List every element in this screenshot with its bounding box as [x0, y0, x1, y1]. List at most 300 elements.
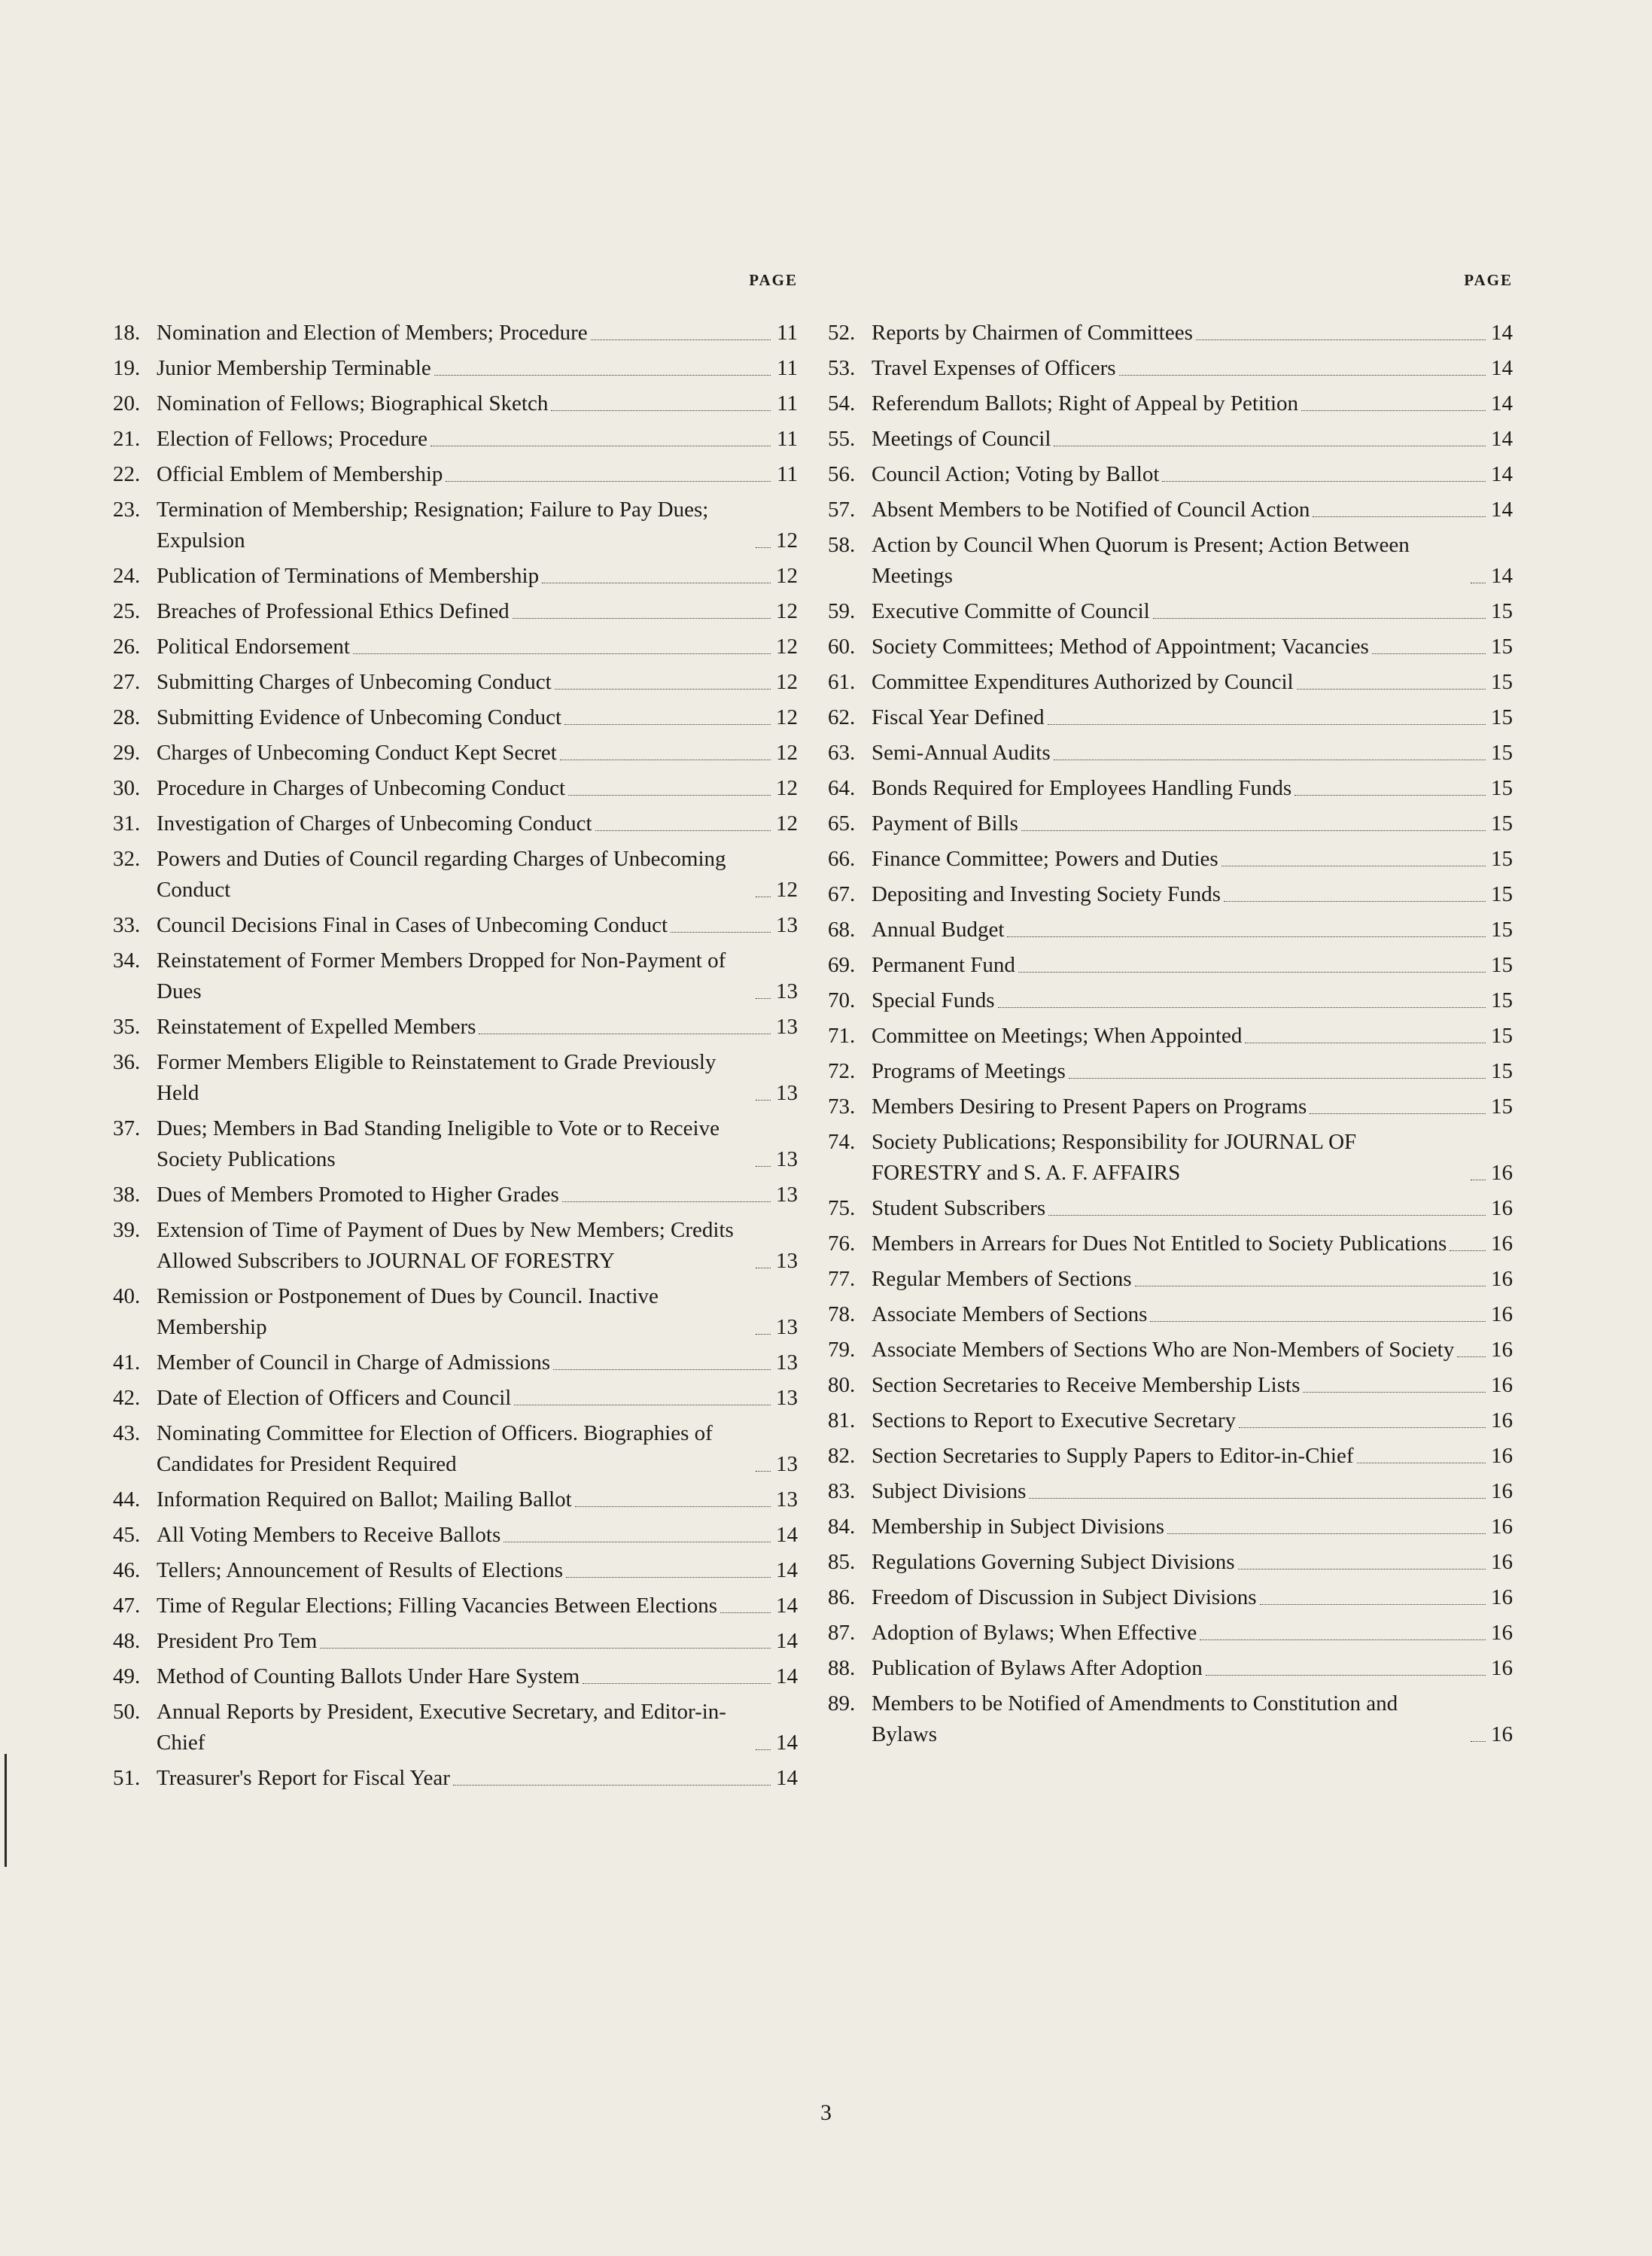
leader-dots	[553, 1369, 771, 1370]
leader-dots	[756, 997, 771, 999]
entry-body	[157, 459, 798, 490]
leader-dots	[756, 546, 771, 548]
leader-dots	[671, 931, 771, 933]
entry-body	[157, 1520, 798, 1551]
entry-number: 78.	[828, 1302, 856, 1326]
entry-body	[872, 1688, 1513, 1750]
entry-number: 28.	[113, 705, 141, 729]
entry-body	[872, 738, 1513, 769]
leader-dots	[564, 723, 771, 725]
entry-page: 13	[776, 1350, 798, 1375]
entry-page: 15	[1491, 599, 1513, 623]
toc-entry	[828, 424, 1513, 455]
entry-number: 89.	[828, 1691, 856, 1716]
entry-number: 79.	[828, 1338, 856, 1362]
toc-entry	[828, 1405, 1513, 1436]
toc-entry	[113, 738, 798, 769]
leader-dots	[1054, 445, 1486, 446]
entry-body	[872, 1476, 1513, 1507]
toc-entry	[113, 1347, 798, 1378]
entry-page: 11	[777, 321, 798, 345]
entry-number: 82.	[828, 1444, 856, 1468]
entry-body	[157, 353, 798, 384]
entry-page: 15	[1491, 635, 1513, 659]
entry-number: 76.	[828, 1232, 856, 1256]
entry-page: 16	[1491, 1479, 1513, 1503]
entry-title: Student Subscribers	[872, 1196, 1046, 1220]
toc-entry	[113, 667, 798, 698]
entry-page: 13	[776, 1147, 798, 1171]
entry-number: 65.	[828, 811, 856, 836]
toc-entry	[113, 945, 798, 1007]
leader-dots	[1471, 582, 1486, 583]
leader-dots	[1357, 1462, 1486, 1463]
entry-page: 13	[776, 1386, 798, 1410]
entry-page: 12	[776, 528, 798, 553]
entry-number: 85.	[828, 1550, 856, 1574]
toc-entry	[828, 1335, 1513, 1365]
leader-dots	[1200, 1639, 1486, 1640]
leader-dots	[1153, 617, 1486, 619]
entry-title: Political Endorsement	[157, 635, 350, 659]
toc-entry	[828, 1476, 1513, 1507]
entry-page: 14	[1491, 462, 1513, 486]
leader-dots	[1162, 480, 1486, 482]
leader-dots	[1222, 865, 1486, 866]
entry-title: Executive Committe of Council	[872, 599, 1150, 623]
toc-entry	[828, 459, 1513, 490]
entry-body	[872, 1299, 1513, 1330]
entry-number: 70.	[828, 988, 856, 1012]
entry-page: 14	[776, 1594, 798, 1618]
toc-entry	[828, 915, 1513, 945]
entry-body	[872, 1547, 1513, 1578]
toc-entry	[113, 1697, 798, 1758]
entry-body	[872, 985, 1513, 1016]
leader-dots	[551, 409, 771, 411]
entry-title: Members to be Notified of Amendments to Constitution and Bylaws	[872, 1691, 1398, 1746]
entry-title: Sections to Report to Executive Secretary	[872, 1408, 1236, 1432]
entry-page: 14	[776, 1766, 798, 1790]
toc-entry	[828, 950, 1513, 981]
entry-number: 33.	[113, 913, 141, 937]
entry-page: 15	[1491, 918, 1513, 942]
entry-body	[872, 1091, 1513, 1122]
leader-dots	[562, 1201, 771, 1202]
entry-page: 14	[776, 1558, 798, 1582]
toc-entry	[828, 1127, 1513, 1189]
entry-number: 35.	[113, 1015, 141, 1039]
toc-entry	[113, 353, 798, 384]
entry-number: 41.	[113, 1350, 141, 1375]
leader-dots	[756, 1470, 771, 1472]
entry-page: 15	[1491, 670, 1513, 694]
entry-page: 13	[776, 1452, 798, 1476]
leader-dots	[1303, 1391, 1486, 1393]
leader-dots	[1450, 1250, 1486, 1251]
entry-title: Official Emblem of Membership	[157, 462, 443, 486]
entry-body	[157, 1697, 798, 1758]
entry-body	[157, 773, 798, 804]
toc-entry	[828, 879, 1513, 910]
entry-title: Semi-Annual Audits	[872, 741, 1051, 765]
entry-number: 68.	[828, 918, 856, 942]
entry-title: Junior Membership Terminable	[157, 356, 431, 380]
leader-dots	[566, 1576, 771, 1578]
toc-entry	[113, 1763, 798, 1794]
entry-body	[157, 1484, 798, 1515]
toc-entry	[113, 632, 798, 662]
entry-number: 53.	[828, 356, 856, 380]
entry-page: 12	[776, 564, 798, 588]
entry-page: 14	[776, 1731, 798, 1755]
leader-dots	[756, 1267, 771, 1268]
entry-title: Programs of Meetings	[872, 1059, 1066, 1083]
entry-page: 16	[1491, 1408, 1513, 1432]
entry-page: 12	[776, 599, 798, 623]
entry-number: 64.	[828, 776, 856, 800]
entry-number: 87.	[828, 1621, 856, 1645]
entry-number: 86.	[828, 1585, 856, 1609]
entry-title: Adoption of Bylaws; When Effective	[872, 1621, 1197, 1645]
entry-number: 67.	[828, 882, 856, 906]
toc-entry	[828, 1299, 1513, 1330]
entry-page: 16	[1491, 1267, 1513, 1291]
entry-body	[872, 424, 1513, 455]
entry-body	[157, 424, 798, 455]
entry-body	[872, 1228, 1513, 1259]
entry-body	[157, 495, 798, 556]
entry-page: 12	[776, 776, 798, 800]
entry-body	[872, 596, 1513, 627]
leader-dots	[1260, 1603, 1486, 1605]
entry-number: 49.	[113, 1664, 141, 1688]
entry-title: Nomination of Fellows; Biographical Sketch	[157, 391, 549, 416]
toc-entry	[828, 985, 1513, 1016]
entry-title: Section Secretaries to Supply Papers to Editor-in-Chief	[872, 1444, 1354, 1468]
entry-body	[157, 945, 798, 1007]
entry-number: 55.	[828, 427, 856, 451]
toc-entry	[113, 459, 798, 490]
entry-number: 29.	[113, 741, 141, 765]
entry-title: Members in Arrears for Dues Not Entitled to Society Publications	[872, 1232, 1447, 1256]
entry-number: 22.	[113, 462, 141, 486]
entry-number: 26.	[113, 635, 141, 659]
entry-body	[872, 1582, 1513, 1613]
leader-dots	[1295, 794, 1486, 796]
leader-dots	[453, 1784, 771, 1786]
entry-title: Information Required on Ballot; Mailing Ballot	[157, 1487, 572, 1512]
entry-title: Society Publications; Responsibility for JOURNAL OF FORESTRY and S. A. F. AFFAIRS	[872, 1130, 1357, 1185]
entry-body	[872, 1021, 1513, 1052]
entry-body	[872, 1370, 1513, 1401]
entry-page: 16	[1491, 1338, 1513, 1362]
entry-title: Section Secretaries to Receive Membership Lists	[872, 1373, 1301, 1397]
leader-dots	[1150, 1320, 1486, 1322]
entry-body	[872, 1405, 1513, 1436]
entry-number: 50.	[113, 1700, 141, 1724]
leader-dots	[479, 1033, 771, 1034]
entry-number: 88.	[828, 1656, 856, 1680]
toc-left-list	[113, 318, 798, 1794]
entry-page: 15	[1491, 741, 1513, 765]
entry-page: 16	[1491, 1373, 1513, 1397]
leader-dots	[998, 1006, 1486, 1008]
entry-page: 11	[777, 391, 798, 416]
entry-number: 66.	[828, 847, 856, 871]
entry-number: 34.	[113, 948, 141, 973]
entry-body	[872, 1441, 1513, 1472]
entry-number: 30.	[113, 776, 141, 800]
entry-body	[872, 1056, 1513, 1087]
entry-number: 23.	[113, 498, 141, 522]
entry-number: 44.	[113, 1487, 141, 1512]
leader-dots	[514, 1404, 771, 1405]
entry-body	[157, 1281, 798, 1343]
entry-title: Members Desiring to Present Papers on Programs	[872, 1095, 1307, 1119]
entry-title: Meetings of Council	[872, 427, 1051, 451]
toc-entry	[828, 738, 1513, 769]
leader-dots	[1206, 1674, 1486, 1676]
entry-body	[872, 1193, 1513, 1224]
entry-number: 77.	[828, 1267, 856, 1291]
leader-dots	[1313, 516, 1486, 517]
entry-body	[872, 632, 1513, 662]
entry-body	[872, 318, 1513, 349]
entry-body	[157, 1555, 798, 1586]
toc-entry	[828, 530, 1513, 592]
toc-entry	[828, 1264, 1513, 1295]
entry-page: 12	[776, 670, 798, 694]
leader-dots	[446, 480, 771, 482]
entry-page: 14	[1491, 427, 1513, 451]
entry-page: 16	[1491, 1550, 1513, 1574]
toc-right-column	[828, 271, 1513, 1755]
entry-body	[872, 1335, 1513, 1365]
entry-title: Charges of Unbecoming Conduct Kept Secret	[157, 741, 557, 765]
entry-title: All Voting Members to Receive Ballots	[157, 1523, 501, 1547]
leader-dots	[1457, 1356, 1486, 1357]
entry-title: Dues; Members in Bad Standing Ineligible to Vote or to Receive Society Publications	[157, 1116, 720, 1171]
entry-body	[157, 844, 798, 906]
toc-entry	[113, 1520, 798, 1551]
entry-page: 15	[1491, 882, 1513, 906]
entry-number: 21.	[113, 427, 141, 451]
entry-title: Investigation of Charges of Unbecoming Conduct	[157, 811, 592, 836]
entry-title: Annual Reports by President, Executive Secretary, and Editor-in-Chief	[157, 1700, 726, 1755]
entry-title: Reinstatement of Former Members Dropped for Non-Payment of Dues	[157, 948, 726, 1003]
entry-page: 14	[776, 1664, 798, 1688]
toc-left-column	[113, 271, 798, 1798]
entry-title: Committee on Meetings; When Appointed	[872, 1024, 1243, 1048]
toc-entry	[113, 844, 798, 906]
toc-entry	[828, 1021, 1513, 1052]
entry-number: 36.	[113, 1050, 141, 1074]
toc-entry	[828, 318, 1513, 349]
entry-page: 14	[1491, 321, 1513, 345]
entry-title: Reinstatement of Expelled Members	[157, 1015, 476, 1039]
entry-body	[157, 910, 798, 941]
entry-number: 19.	[113, 356, 141, 380]
entry-title: Submitting Charges of Unbecoming Conduct	[157, 670, 552, 694]
entry-body	[872, 1264, 1513, 1295]
entry-number: 56.	[828, 462, 856, 486]
entry-number: 46.	[113, 1558, 141, 1582]
entry-body	[872, 353, 1513, 384]
leader-dots	[353, 653, 771, 654]
entry-body	[157, 808, 798, 839]
entry-page: 13	[776, 1315, 798, 1339]
entry-body	[157, 1215, 798, 1277]
entry-body	[872, 773, 1513, 804]
entry-body	[157, 1383, 798, 1414]
leader-dots	[1135, 1285, 1486, 1286]
toc-entry	[113, 388, 798, 419]
entry-number: 84.	[828, 1515, 856, 1539]
toc-entry	[828, 1091, 1513, 1122]
entry-body	[157, 318, 798, 349]
entry-title: Submitting Evidence of Unbecoming Conduct	[157, 705, 562, 729]
entry-body	[157, 1763, 798, 1794]
entry-number: 81.	[828, 1408, 856, 1432]
entry-number: 47.	[113, 1594, 141, 1618]
entry-number: 54.	[828, 391, 856, 416]
entry-page: 15	[1491, 705, 1513, 729]
leader-dots	[756, 1165, 771, 1167]
entry-number: 62.	[828, 705, 856, 729]
toc-entry	[113, 1383, 798, 1414]
entry-body	[872, 495, 1513, 525]
leader-dots	[1048, 1214, 1486, 1216]
toc-entry	[113, 1626, 798, 1657]
entry-number: 45.	[113, 1523, 141, 1547]
entry-number: 83.	[828, 1479, 856, 1503]
toc-entry	[113, 1180, 798, 1210]
entry-body	[872, 808, 1513, 839]
toc-entry	[113, 596, 798, 627]
entry-body	[157, 1626, 798, 1657]
entry-body	[872, 844, 1513, 875]
entry-number: 42.	[113, 1386, 141, 1410]
entry-body	[157, 388, 798, 419]
toc-entry	[113, 910, 798, 941]
leader-dots	[555, 688, 771, 690]
entry-title: Council Decisions Final in Cases of Unbecoming Conduct	[157, 913, 668, 937]
entry-number: 69.	[828, 953, 856, 977]
leader-dots	[1196, 339, 1486, 340]
entry-page: 16	[1491, 1515, 1513, 1539]
leader-dots	[583, 1682, 771, 1684]
leader-dots	[1048, 723, 1486, 725]
toc-entry	[828, 1193, 1513, 1224]
entry-title: Regular Members of Sections	[872, 1267, 1132, 1291]
entry-page: 15	[1491, 776, 1513, 800]
toc-entry	[828, 808, 1513, 839]
toc-entry	[113, 1047, 798, 1109]
entry-number: 18.	[113, 321, 141, 345]
entry-number: 59.	[828, 599, 856, 623]
entry-body	[157, 561, 798, 592]
toc-entry	[828, 596, 1513, 627]
entry-title: Associate Members of Sections Who are Non-Members of Society	[872, 1338, 1455, 1362]
entry-number: 25.	[113, 599, 141, 623]
entry-number: 40.	[113, 1284, 141, 1308]
toc-entry	[113, 424, 798, 455]
leader-dots	[542, 582, 771, 583]
page-number: 3	[820, 2100, 832, 2125]
leader-dots	[1167, 1533, 1486, 1534]
page-column-heading: PAGE	[1464, 271, 1513, 289]
entry-title: Regulations Governing Subject Divisions	[872, 1550, 1235, 1574]
entry-body	[157, 1047, 798, 1109]
entry-number: 20.	[113, 391, 141, 416]
toc-entry	[828, 1441, 1513, 1472]
entry-body	[872, 667, 1513, 698]
entry-number: 60.	[828, 635, 856, 659]
entry-title: Former Members Eligible to Reinstatement to Grade Previously Held	[157, 1050, 716, 1105]
entry-number: 52.	[828, 321, 856, 345]
toc-entry	[113, 1012, 798, 1043]
leader-dots	[756, 1333, 771, 1335]
entry-number: 51.	[113, 1766, 141, 1790]
entry-number: 74.	[828, 1130, 856, 1154]
toc-entry	[113, 561, 798, 592]
entry-page: 16	[1491, 1444, 1513, 1468]
entry-title: Tellers; Announcement of Results of Elections	[157, 1558, 563, 1582]
entry-title: Procedure in Charges of Unbecoming Conduct	[157, 776, 566, 800]
entry-page: 16	[1491, 1621, 1513, 1645]
toc-entry	[828, 702, 1513, 733]
leader-dots	[513, 617, 771, 619]
leader-dots	[595, 830, 771, 831]
entry-page: 13	[776, 913, 798, 937]
entry-page: 14	[776, 1629, 798, 1653]
entry-number: 75.	[828, 1196, 856, 1220]
leader-dots	[1224, 900, 1486, 902]
toc-entry	[828, 388, 1513, 419]
leader-dots	[1471, 1740, 1486, 1742]
toc-entry	[113, 318, 798, 349]
toc-entry	[828, 844, 1513, 875]
entry-page: 12	[776, 741, 798, 765]
entry-body	[157, 1113, 798, 1175]
toc-entry	[828, 773, 1513, 804]
toc-entry	[828, 1547, 1513, 1578]
toc-entry	[113, 495, 798, 556]
entry-title: Date of Election of Officers and Council	[157, 1386, 512, 1410]
entry-body	[157, 1418, 798, 1480]
entry-page: 13	[776, 1487, 798, 1512]
entry-page: 16	[1491, 1161, 1513, 1185]
entry-title: Nominating Committee for Election of Officers. Biographies of Candidates for President Required	[157, 1421, 713, 1476]
toc-entry	[113, 1484, 798, 1515]
leader-dots	[568, 794, 771, 796]
entry-title: Remission or Postponement of Dues by Council. Inactive Membership	[157, 1284, 659, 1339]
entry-page: 15	[1491, 988, 1513, 1012]
entry-number: 73.	[828, 1095, 856, 1119]
entry-title: Termination of Membership; Resignation; Failure to Pay Dues; Expulsion	[157, 498, 709, 553]
entry-title: Travel Expenses of Officers	[872, 356, 1116, 380]
toc-entry	[113, 1281, 798, 1343]
leader-dots	[720, 1612, 771, 1613]
entry-title: Society Committees; Method of Appointment; Vacancies	[872, 635, 1369, 659]
leader-dots	[756, 896, 771, 897]
entry-body	[157, 632, 798, 662]
entry-title: Treasurer's Report for Fiscal Year	[157, 1766, 450, 1790]
entry-title: Associate Members of Sections	[872, 1302, 1148, 1326]
toc-entry	[113, 1418, 798, 1480]
toc-entry	[828, 495, 1513, 525]
